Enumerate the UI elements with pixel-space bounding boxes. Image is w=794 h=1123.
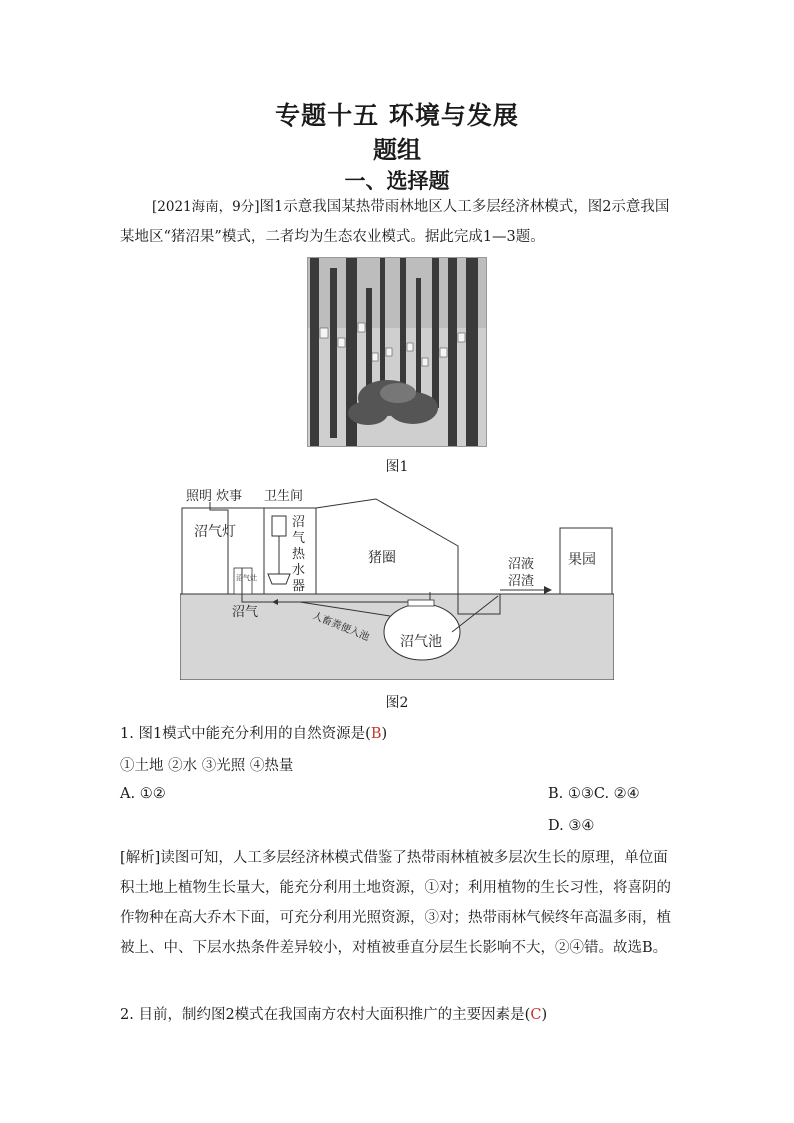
question-2-answer: C (530, 1007, 542, 1023)
page-title: 专题十五 环境与发展 (275, 101, 519, 130)
label-heater-1: 沼 (292, 515, 306, 530)
biogas-digester (384, 604, 460, 660)
intro-text: 图1示意我国某热带雨林地区人工多层经济林模式，图2示意我国某地区“猪沼果”模式，二者均为生态农业模式。据此完成1—3题。 (120, 199, 670, 245)
label-residue: 沼渣 (508, 574, 535, 589)
question-1-answer: B (370, 726, 382, 742)
question-1-option-bc: B. ①③C. ②④ (548, 786, 640, 802)
intro-source: [2021海南，9分] (152, 199, 260, 215)
label-lighting-cooking: 照明 炊事 (186, 489, 243, 504)
figure-2-caption: 图2 (385, 695, 409, 711)
figure-2-diagram (180, 484, 614, 680)
section-heading: 一、选择题 (344, 168, 450, 193)
question-2-stem: 2. 目前，制约图2模式在我国南方农村大面积推广的主要因素是(C) (120, 1007, 548, 1023)
label-pigsty: 猪圈 (368, 550, 396, 566)
question-1-analysis: [解析]读图可知，人工多层经济林模式借鉴了热带雨林植被多层次生长的原理，单位面积土地上植物生长量大，能充分利用土地资源，①对；利用植物的生长习性，将喜阴的作物种在高大乔木下面，可充分利用光照资源，③对；热带雨林气候终年高温多雨，植被上、中、下层水热条件差异较小，对植被垂直分层生长影响不大，②④错。故选B。 (120, 850, 671, 956)
intro-paragraph (120, 192, 676, 252)
label-stove: 沼气灶 (236, 574, 257, 582)
label-digester: 沼气池 (400, 634, 442, 650)
label-slurry: 沼液 (508, 557, 535, 572)
label-heater-2: 气 (292, 531, 306, 546)
rainforest-illustration (308, 258, 486, 446)
figure-1-caption: 图1 (385, 459, 409, 475)
label-heater-3: 热 (292, 547, 306, 562)
label-bathroom: 卫生间 (264, 489, 304, 504)
water-heater (272, 516, 286, 536)
label-heater-4: 水 (292, 563, 306, 578)
label-orchard: 果园 (568, 552, 596, 568)
figure-1-image (307, 257, 487, 447)
pigsty-building (316, 499, 458, 594)
label-manure-inlet: 人畜粪便入池 (310, 610, 371, 644)
page-subtitle: 题组 (373, 135, 421, 164)
question-1-stem: 1. 图1模式中能充分利用的自然资源是(B) (120, 726, 388, 742)
label-heater-5: 器 (292, 579, 306, 594)
label-biogas-lamp: 沼气灯 (194, 524, 236, 540)
label-biogas: 沼气 (232, 605, 259, 620)
question-1-option-d: D. ③④ (548, 818, 595, 834)
question-1-option-a: A. ①② (120, 786, 166, 802)
question-1-items: ①土地 ②水 ③光照 ④热量 (120, 758, 294, 774)
